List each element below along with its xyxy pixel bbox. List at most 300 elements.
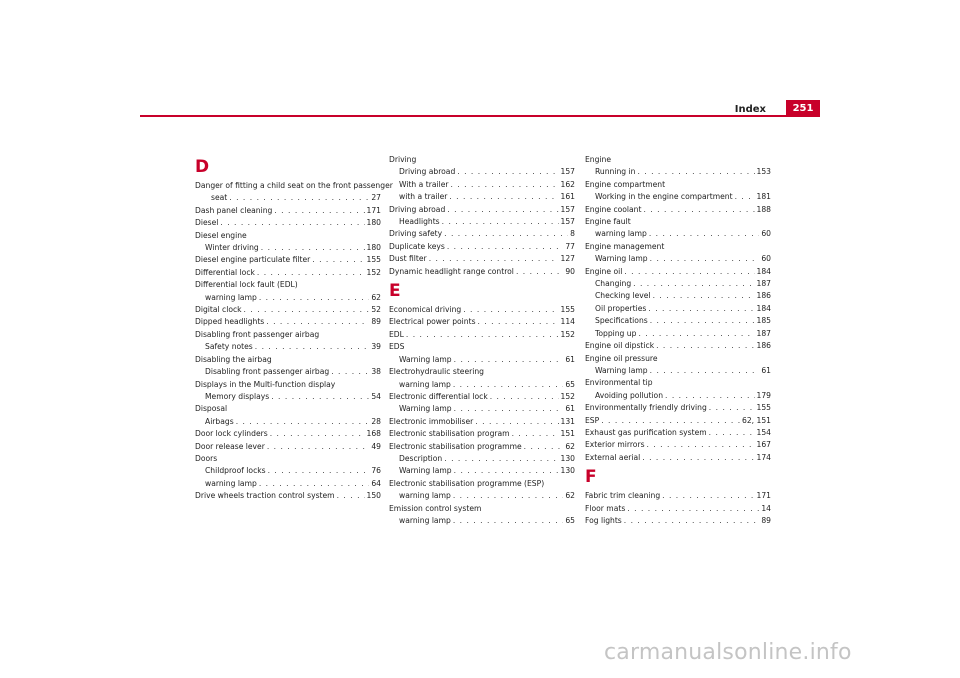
index-entry — [389, 416, 575, 428]
entry-title: EDS — [389, 342, 405, 352]
index-subentry — [389, 403, 575, 415]
header-rule — [140, 115, 820, 117]
dot-leader — [637, 166, 754, 178]
entry-title: Dynamic headlight range control — [389, 266, 514, 276]
dot-leader — [266, 316, 369, 328]
entry-page-number: 171 — [756, 491, 771, 501]
index-subentry — [389, 465, 575, 477]
dot-leader — [662, 490, 754, 502]
entry-title: Memory displays — [205, 391, 270, 401]
index-entry — [195, 180, 393, 192]
dot-leader — [274, 205, 364, 217]
entry-page-number: 187 — [756, 328, 771, 338]
entry-title: Fabric trim cleaning — [585, 491, 661, 501]
entry-title: Environmentally friendly driving — [585, 403, 707, 413]
index-entry — [389, 428, 575, 440]
dot-leader — [268, 465, 370, 477]
entry-title: Danger of fitting a child seat on the front passenger — [195, 181, 393, 190]
entry-page-number: 180 — [366, 218, 381, 228]
watermark: carmanualsonline.info — [604, 640, 852, 665]
entry-title: warning lamp — [595, 229, 647, 239]
dot-leader — [650, 365, 760, 377]
entry-title: Displays in the Multi-function display — [195, 379, 336, 389]
index-section-letter: D — [195, 157, 210, 177]
entry-page-number: 155 — [756, 403, 771, 413]
index-entry — [585, 439, 771, 451]
entry-page-number: 62 — [565, 491, 575, 501]
index-entry — [585, 340, 771, 352]
entry-page-number: 62 — [565, 441, 575, 451]
entry-title: Diesel — [195, 218, 219, 228]
dot-leader — [312, 254, 364, 266]
entry-page-number: 152 — [560, 329, 575, 339]
index-subentry — [585, 290, 771, 302]
index-entry — [195, 267, 381, 279]
entry-title: Engine oil — [585, 266, 623, 276]
index-subentry — [585, 228, 771, 240]
dot-leader — [638, 328, 754, 340]
entry-title: Driving abroad — [399, 167, 456, 177]
entry-page-number: 157 — [560, 204, 575, 214]
entry-page-number: 184 — [756, 303, 771, 313]
dot-leader — [453, 515, 564, 527]
index-subentry — [389, 216, 575, 228]
entry-page-number: 62 — [371, 292, 381, 302]
index-entry — [585, 490, 771, 502]
entry-title: Electronic stabilisation program — [389, 429, 510, 439]
entry-page-number: 60 — [761, 229, 771, 239]
index-subentry — [389, 354, 575, 366]
entry-title: ESP — [585, 415, 600, 425]
entry-title: With a trailer — [399, 179, 449, 189]
entry-page-number: 127 — [560, 254, 575, 264]
index-heading — [585, 377, 771, 389]
dot-leader — [709, 402, 755, 414]
index-subentry — [585, 278, 771, 290]
index-entry — [195, 254, 381, 266]
index-entry — [195, 490, 381, 502]
index-heading — [195, 403, 381, 415]
index-subentry — [585, 253, 771, 265]
entry-title: Differential lock — [195, 267, 255, 277]
index-subentry — [195, 192, 381, 204]
entry-title: warning lamp — [399, 379, 451, 389]
entry-title: Changing — [595, 279, 632, 289]
index-subentry — [585, 328, 771, 340]
index-subentry — [389, 379, 575, 391]
index-entry — [585, 402, 771, 414]
index-entry — [195, 217, 381, 229]
dot-leader — [627, 503, 759, 515]
dot-leader — [516, 266, 563, 278]
entry-page-number: 181 — [756, 192, 771, 202]
index-subentry — [389, 490, 575, 502]
index-entry — [389, 329, 575, 341]
entry-page-number: 38 — [371, 367, 381, 377]
page-number-badge: 251 — [786, 100, 820, 117]
entry-page-number: 65 — [565, 515, 575, 525]
dot-leader — [454, 465, 559, 477]
dot-leader — [709, 427, 755, 439]
entry-page-number: 157 — [560, 217, 575, 227]
dot-leader — [650, 315, 755, 327]
entry-title: Electrical power points — [389, 317, 476, 327]
index-subentry — [195, 465, 381, 477]
dot-leader — [444, 453, 558, 465]
index-column-3 — [585, 154, 771, 527]
entry-page-number: 28 — [371, 416, 381, 426]
index-heading — [195, 379, 381, 391]
entry-title: Engine management — [585, 241, 665, 251]
entry-page-number: 161 — [560, 192, 575, 202]
index-entry — [389, 266, 575, 278]
index-subentry — [585, 390, 771, 402]
dot-leader — [490, 391, 559, 403]
entry-page-number: 14 — [761, 503, 771, 513]
index-heading — [585, 179, 771, 191]
index-column-1 — [195, 154, 393, 503]
entry-page-number: 39 — [371, 342, 381, 352]
entry-title: Disposal — [195, 404, 228, 414]
index-entry — [585, 415, 771, 427]
entry-page-number: 185 — [756, 316, 771, 326]
entry-title: Disabling front passenger airbag — [195, 329, 320, 339]
entry-page-number: 89 — [371, 317, 381, 327]
entry-page-number: 60 — [761, 254, 771, 264]
entry-title: EDL — [389, 329, 404, 339]
entry-title: Childproof locks — [205, 466, 266, 476]
dot-leader — [257, 267, 365, 279]
entry-title: Electronic stabilisation programme (ESP) — [389, 478, 545, 488]
entry-title: Electrohydraulic steering — [389, 367, 484, 377]
dot-leader — [229, 192, 369, 204]
index-entry — [195, 441, 381, 453]
dot-leader — [255, 341, 370, 353]
entry-title: Dipped headlights — [195, 317, 265, 327]
entry-title: Warning lamp — [399, 354, 452, 364]
dot-leader — [442, 216, 559, 228]
dot-leader — [429, 253, 559, 265]
dot-leader — [624, 515, 760, 527]
entry-page-number: 184 — [756, 266, 771, 276]
entry-page-number: 188 — [756, 204, 771, 214]
entry-page-number: 90 — [565, 266, 575, 276]
index-entry — [195, 316, 381, 328]
entry-title: Diesel engine — [195, 230, 247, 240]
dot-leader — [331, 366, 369, 378]
entry-page-number: 151 — [560, 429, 575, 439]
index-entry — [195, 205, 381, 217]
index-heading — [585, 216, 771, 228]
entry-title: Floor mats — [585, 503, 626, 513]
index-subentry — [195, 341, 381, 353]
index-subentry — [389, 515, 575, 527]
entry-page-number: 155 — [560, 305, 575, 315]
dot-leader — [463, 304, 558, 316]
dot-leader — [454, 403, 564, 415]
entry-page-number: 187 — [756, 279, 771, 289]
index-heading — [389, 478, 575, 490]
entry-title: Drive wheels traction control system — [195, 491, 335, 501]
entry-title: warning lamp — [399, 515, 451, 525]
index-heading — [195, 230, 381, 242]
index-subentry — [389, 166, 575, 178]
entry-title: Environmental tip — [585, 378, 653, 388]
dot-leader — [624, 266, 754, 278]
entry-title: Topping up — [595, 328, 637, 338]
dot-leader — [447, 241, 563, 253]
dot-leader — [735, 191, 755, 203]
entry-page-number: 27 — [371, 193, 381, 203]
dot-leader — [642, 452, 754, 464]
dot-leader — [665, 390, 754, 402]
index-entry — [195, 428, 381, 440]
index-entry — [389, 391, 575, 403]
index-subentry — [585, 315, 771, 327]
entry-page-number: 52 — [371, 305, 381, 315]
entry-title: Emission control system — [389, 503, 482, 513]
dot-leader — [648, 303, 754, 315]
dot-leader — [261, 242, 365, 254]
index-subentry — [389, 191, 575, 203]
entry-title: Warning lamp — [399, 466, 452, 476]
entry-title: Electronic stabilisation programme — [389, 441, 522, 451]
entry-page-number: 89 — [761, 515, 771, 525]
dot-leader — [647, 439, 755, 451]
index-subentry — [195, 478, 381, 490]
entry-page-number: 153 — [756, 167, 771, 177]
index-subentry — [195, 416, 381, 428]
entry-page-number: 162 — [560, 179, 575, 189]
index-heading — [389, 366, 575, 378]
entry-page-number: 167 — [756, 440, 771, 450]
dot-leader — [656, 340, 754, 352]
dot-leader — [633, 278, 754, 290]
entry-title: warning lamp — [205, 292, 257, 302]
index-heading — [195, 279, 381, 291]
entry-page-number: 168 — [366, 429, 381, 439]
dot-leader — [259, 478, 370, 490]
dot-leader — [267, 441, 369, 453]
dot-leader — [643, 204, 754, 216]
dot-leader — [444, 228, 568, 240]
entry-page-number: 77 — [565, 241, 575, 251]
entry-title: warning lamp — [399, 491, 451, 501]
dot-leader — [236, 416, 370, 428]
entry-page-number: 179 — [756, 390, 771, 400]
index-heading — [389, 503, 575, 515]
dot-leader — [259, 292, 370, 304]
dot-leader — [524, 441, 564, 453]
dot-leader — [244, 304, 370, 316]
entry-title: Winter driving — [205, 243, 259, 253]
dot-leader — [449, 191, 558, 203]
index-heading — [389, 341, 575, 353]
index-entry — [389, 241, 575, 253]
entry-page-number: 54 — [371, 391, 381, 401]
entry-title: Warning lamp — [595, 254, 648, 264]
entry-title: Safety notes — [205, 342, 253, 352]
dot-leader — [270, 428, 365, 440]
entry-page-number: 152 — [560, 391, 575, 401]
dot-leader — [601, 415, 740, 427]
dot-leader — [653, 290, 755, 302]
index-subentry — [585, 303, 771, 315]
entry-title: Working in the engine compartment — [595, 192, 733, 202]
entry-title: Engine — [585, 155, 612, 164]
entry-title: Disabling front passenger airbag — [205, 367, 330, 377]
entry-title: Warning lamp — [399, 404, 452, 414]
entry-title: Digital clock — [195, 305, 242, 315]
entry-title: Electronic immobiliser — [389, 416, 474, 426]
entry-page-number: 61 — [565, 354, 575, 364]
entry-page-number: 131 — [560, 416, 575, 426]
dot-leader — [475, 416, 558, 428]
entry-page-number: 155 — [366, 255, 381, 265]
index-subentry — [195, 242, 381, 254]
dot-leader — [478, 316, 559, 328]
index-heading — [195, 329, 381, 341]
entry-page-number: 8 — [570, 229, 575, 239]
index-entry — [389, 253, 575, 265]
index-section-letter: E — [389, 281, 401, 302]
entry-title: Running in — [595, 167, 636, 177]
index-heading — [195, 354, 381, 366]
index-heading — [585, 154, 771, 166]
entry-page-number: 64 — [371, 478, 381, 488]
entry-title: Engine compartment — [585, 179, 666, 189]
index-entry — [389, 228, 575, 240]
entry-title: seat — [211, 193, 228, 203]
index-entry — [389, 304, 575, 316]
entry-page-number: 171 — [366, 205, 381, 215]
index-entry — [585, 427, 771, 439]
index-heading — [585, 353, 771, 365]
index-entry — [585, 266, 771, 278]
entry-title: External aerial — [585, 452, 641, 462]
entry-title: Description — [399, 453, 443, 463]
dot-leader — [220, 217, 364, 229]
entry-page-number: 130 — [560, 453, 575, 463]
entry-page-number: 174 — [756, 452, 771, 462]
entry-title: Airbags — [205, 416, 234, 426]
entry-page-number: 186 — [756, 341, 771, 351]
index-entry — [585, 515, 771, 527]
entry-page-number: 61 — [761, 365, 771, 375]
entry-page-number: 130 — [560, 466, 575, 476]
index-column-2 — [389, 154, 575, 527]
entry-title: Dust filter — [389, 254, 427, 264]
entry-title: Exhaust gas purification system — [585, 427, 707, 437]
index-subentry — [389, 453, 575, 465]
entry-page-number: 154 — [756, 427, 771, 437]
entry-title: Warning lamp — [595, 365, 648, 375]
entry-title: warning lamp — [205, 478, 257, 488]
entry-title: Fog lights — [585, 515, 622, 525]
entry-title: Engine coolant — [585, 204, 642, 214]
index-heading — [389, 154, 575, 166]
entry-title: Differential lock fault (EDL) — [195, 280, 298, 290]
entry-title: Avoiding pollution — [595, 390, 664, 400]
entry-title: Headlights — [399, 217, 440, 227]
entry-title: Engine fault — [585, 217, 631, 227]
index-section-letter: F — [585, 467, 597, 488]
entry-title: Dash panel cleaning — [195, 205, 273, 215]
entry-title: Diesel engine particulate filter — [195, 255, 311, 265]
dot-leader — [337, 490, 365, 502]
entry-page-number: 76 — [371, 466, 381, 476]
entry-title: Door lock cylinders — [195, 429, 268, 439]
entry-title: Exterior mirrors — [585, 440, 645, 450]
index-subentry — [585, 365, 771, 377]
entry-title: Door release lever — [195, 441, 265, 451]
dot-leader — [650, 253, 760, 265]
index-entry — [389, 204, 575, 216]
entry-title: Driving safety — [389, 229, 443, 239]
index-subentry — [389, 179, 575, 191]
entry-title: Checking level — [595, 291, 651, 301]
entry-title: Disabling the airbag — [195, 354, 272, 364]
page-header-title: Index — [734, 104, 766, 115]
dot-leader — [457, 166, 558, 178]
entry-title: Driving — [389, 155, 417, 164]
index-entry — [585, 204, 771, 216]
index-entry — [585, 452, 771, 464]
entry-title: with a trailer — [399, 192, 448, 202]
dot-leader — [271, 391, 369, 403]
entry-page-number: 61 — [565, 404, 575, 414]
entry-title: Doors — [195, 453, 218, 463]
dot-leader — [454, 354, 564, 366]
dot-leader — [649, 228, 760, 240]
index-entry — [195, 304, 381, 316]
index-subentry — [195, 292, 381, 304]
index-subentry — [585, 166, 771, 178]
entry-page-number: 186 — [756, 291, 771, 301]
entry-page-number: 65 — [565, 379, 575, 389]
index-entry — [389, 441, 575, 453]
entry-page-number: 157 — [560, 167, 575, 177]
dot-leader — [447, 204, 558, 216]
entry-page-number: 62, 151 — [742, 415, 771, 425]
entry-title: Oil properties — [595, 303, 647, 313]
dot-leader — [453, 379, 564, 391]
entry-page-number: 180 — [366, 243, 381, 253]
entry-title: Economical driving — [389, 305, 462, 315]
dot-leader — [406, 329, 559, 341]
index-heading — [585, 241, 771, 253]
index-heading — [195, 453, 381, 465]
dot-leader — [512, 428, 559, 440]
entry-page-number: 49 — [371, 441, 381, 451]
index-subentry — [195, 366, 381, 378]
index-entry — [585, 503, 771, 515]
entry-title: Engine oil pressure — [585, 353, 658, 363]
dot-leader — [451, 179, 559, 191]
index-subentry — [585, 191, 771, 203]
entry-page-number: 114 — [560, 317, 575, 327]
entry-title: Electronic differential lock — [389, 391, 488, 401]
entry-page-number: 152 — [366, 267, 381, 277]
entry-title: Duplicate keys — [389, 241, 445, 251]
dot-leader — [453, 490, 564, 502]
entry-page-number: 150 — [366, 491, 381, 501]
entry-title: Engine oil dipstick — [585, 341, 655, 351]
index-subentry — [195, 391, 381, 403]
index-entry — [389, 316, 575, 328]
entry-title: Driving abroad — [389, 204, 446, 214]
entry-title: Specifications — [595, 316, 648, 326]
